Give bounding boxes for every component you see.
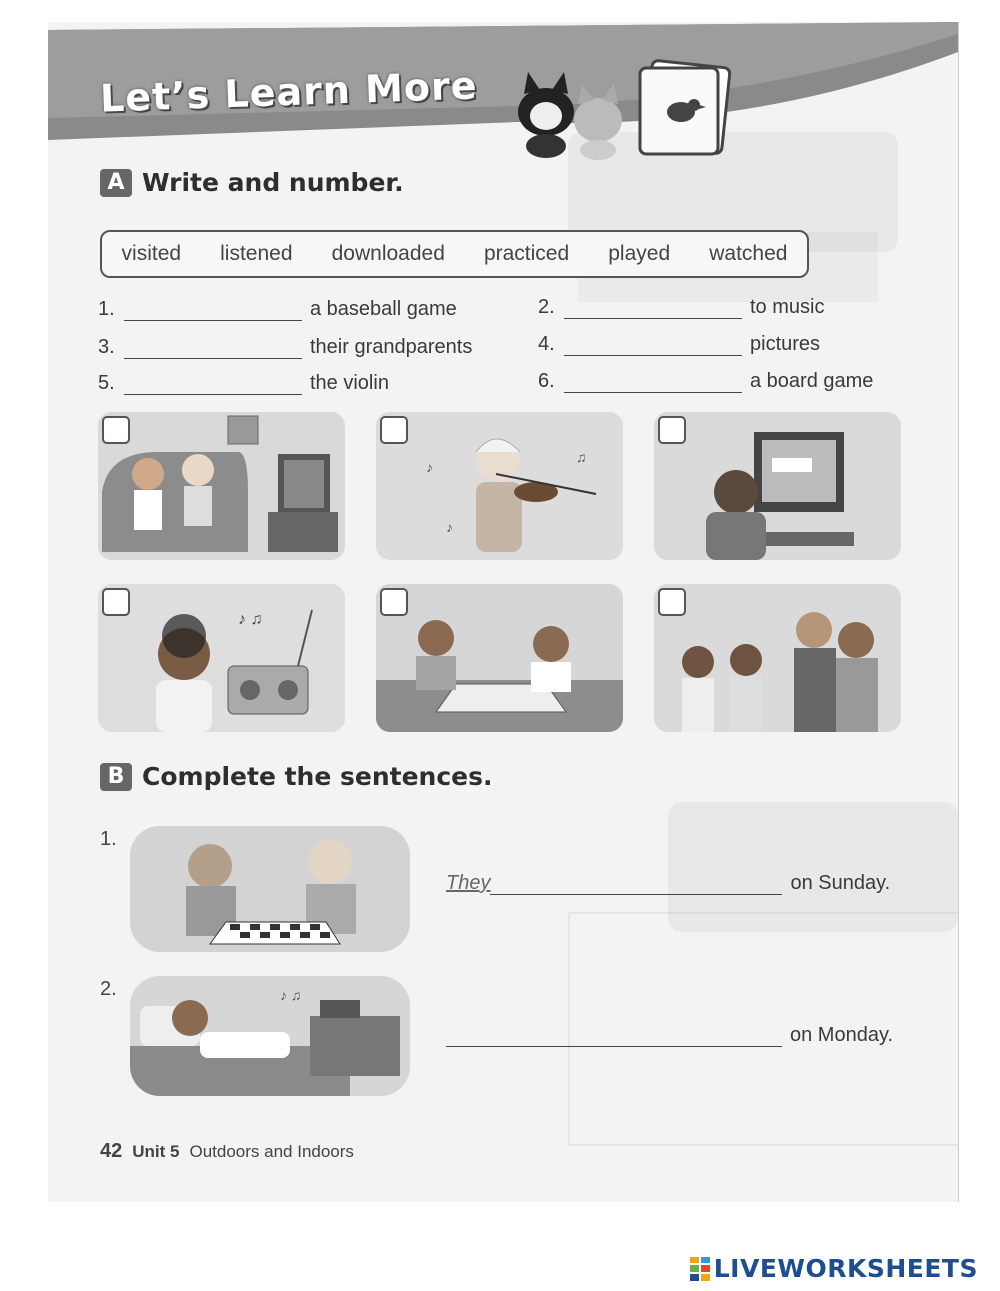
- svg-text:♫: ♫: [576, 449, 587, 465]
- exercise-item: [538, 333, 820, 356]
- word-bank-item: downloaded: [331, 242, 445, 265]
- picture-computer: [654, 412, 901, 560]
- header-banner: [48, 22, 958, 162]
- picture-watching-baseball: [98, 412, 345, 560]
- exercise-item: [98, 298, 457, 321]
- answer-blank[interactable]: [564, 374, 742, 393]
- section-letter: B: [100, 763, 132, 791]
- page-title: Let’s Learn More: [99, 63, 479, 121]
- example-answer: They: [446, 872, 491, 894]
- page-footer: [100, 1140, 354, 1163]
- bleed-through-shape: [668, 802, 958, 932]
- cat-mascots-illustration: [498, 50, 738, 160]
- svg-text:♪: ♪: [446, 519, 453, 535]
- number-checkbox[interactable]: [102, 416, 130, 444]
- word-bank: [100, 230, 809, 278]
- word-bank-item: watched: [709, 242, 788, 265]
- item-phrase: pictures: [750, 333, 821, 355]
- svg-text:♪: ♪: [426, 459, 433, 475]
- brand-grid-icon: [690, 1257, 710, 1281]
- section-a-heading: [100, 168, 404, 197]
- sentence-ending: on Monday.: [790, 1024, 894, 1046]
- unit-label: Unit 5: [132, 1142, 180, 1161]
- picture-grandparents: [654, 584, 901, 732]
- answer-blank[interactable]: [564, 337, 742, 356]
- section-letter: A: [100, 169, 132, 197]
- page-number: 42: [100, 1140, 123, 1162]
- item-number: 5.: [98, 372, 115, 394]
- item-number: 1.: [98, 298, 115, 320]
- item-number: 6.: [538, 370, 555, 392]
- exercise-item: [538, 296, 824, 319]
- exercise-item: [98, 372, 389, 395]
- brand-name: LIVEWORKSHEETS: [713, 1254, 978, 1283]
- item-phrase: a baseball game: [310, 298, 457, 320]
- word-bank-item: visited: [121, 242, 182, 265]
- answer-blank[interactable]: [564, 300, 742, 319]
- sentence-ending: on Sunday.: [790, 872, 891, 894]
- word-bank-item: practiced: [483, 242, 570, 265]
- number-checkbox[interactable]: [380, 588, 408, 616]
- number-checkbox[interactable]: [102, 588, 130, 616]
- section-title: Complete the sentences.: [142, 762, 493, 791]
- answer-blank[interactable]: [124, 302, 302, 321]
- number-checkbox[interactable]: [658, 588, 686, 616]
- item-number: 1.: [100, 828, 117, 850]
- word-bank-item: played: [608, 242, 671, 265]
- picture-listening-music: [98, 584, 345, 732]
- item-number: 4.: [538, 333, 555, 355]
- item-phrase: to music: [750, 296, 825, 318]
- svg-text:♪ ♫: ♪ ♫: [238, 611, 263, 628]
- number-checkbox[interactable]: [380, 416, 408, 444]
- picture-violin: [376, 412, 623, 560]
- answer-blank[interactable]: [446, 1026, 782, 1047]
- svg-text:♪ ♫: ♪ ♫: [280, 987, 302, 1003]
- unit-title: Outdoors and Indoors: [189, 1142, 354, 1161]
- worksheet-page: [48, 22, 959, 1202]
- exercise-item: [538, 370, 873, 393]
- liveworksheets-logo: [690, 1254, 978, 1283]
- section-b-heading: [100, 762, 493, 791]
- item-number: 2.: [100, 978, 117, 1000]
- item-phrase: the violin: [310, 372, 389, 394]
- section-title: Write and number.: [142, 168, 404, 197]
- item-phrase: a board game: [750, 370, 874, 392]
- number-checkbox[interactable]: [658, 416, 686, 444]
- word-bank-item: listened: [220, 242, 293, 265]
- answer-blank[interactable]: [124, 376, 302, 395]
- sentence-line: [446, 872, 890, 895]
- item-phrase: their grandparents: [310, 336, 473, 358]
- answer-blank[interactable]: [124, 340, 302, 359]
- item-number: 3.: [98, 336, 115, 358]
- exercise-item: [98, 336, 472, 359]
- item-number: 2.: [538, 296, 555, 318]
- picture-board-game: [376, 584, 623, 732]
- picture-listening-in-bed: [130, 976, 410, 1096]
- answer-blank[interactable]: [490, 874, 782, 895]
- picture-playing-checkers: [130, 826, 410, 952]
- sentence-line: [446, 1024, 893, 1047]
